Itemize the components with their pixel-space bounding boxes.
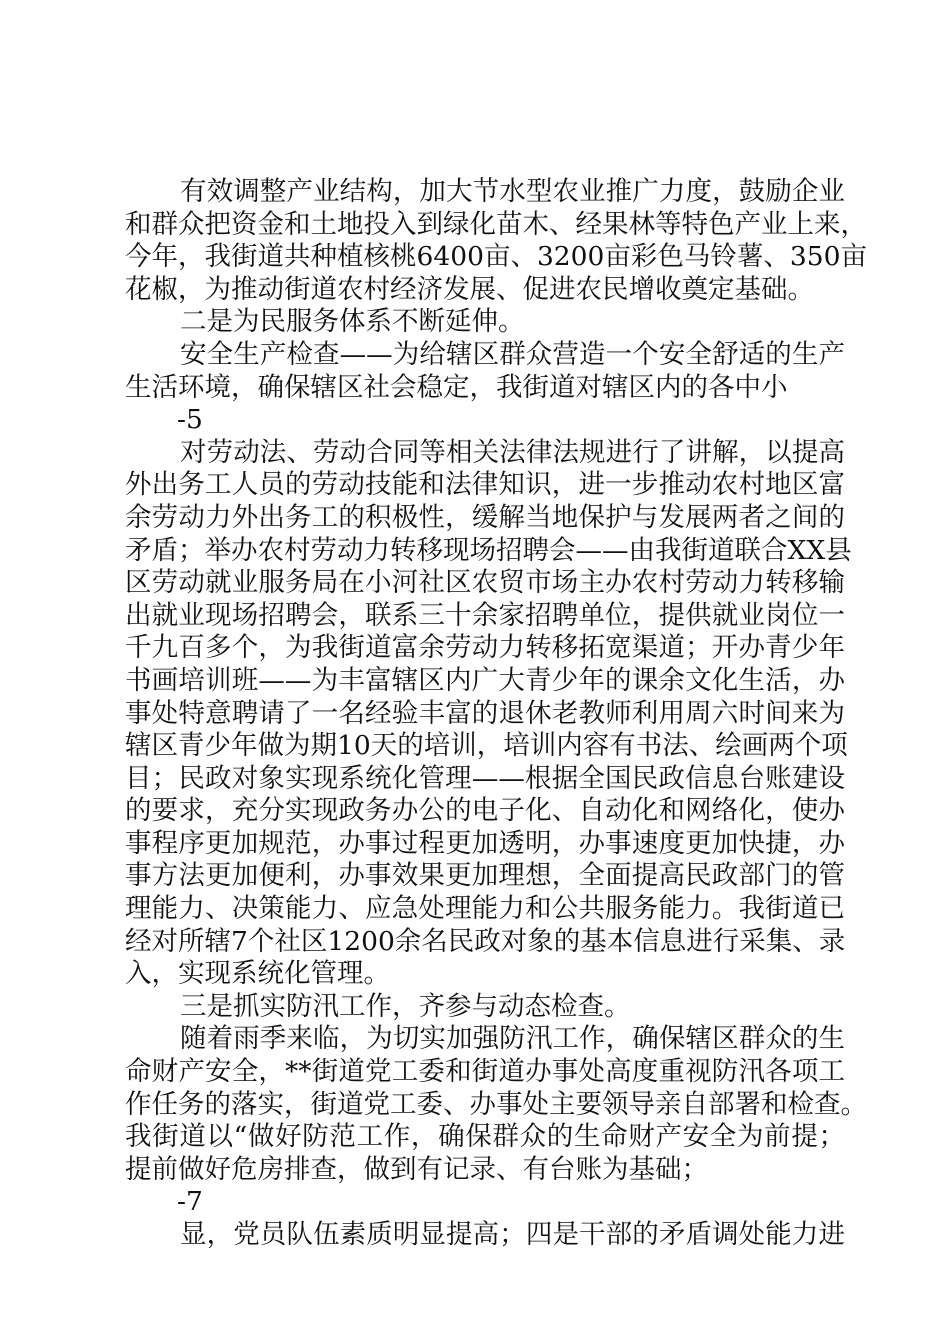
text-line: 书画培训班——为丰富辖区内广大青少年的课余文化生活，办 <box>125 664 845 696</box>
text-line: 辖区青少年做为期10天的培训，培训内容有书法、绘画两个项 <box>125 730 848 762</box>
text-line: 理能力、决策能力、应急处理能力和公共服务能力。我街道已 <box>125 893 845 925</box>
text-line: 入，实现系统化管理。 <box>125 958 390 990</box>
document-body <box>125 176 867 1252</box>
text-line: 安全生产检查——为给辖区群众营造一个安全舒适的生产 <box>180 338 845 370</box>
text-line: 区劳动就业服务局在小河社区农贸市场主办农村劳动力转移输 <box>125 567 845 599</box>
text-line: 出就业现场招聘会，联系三十余家招聘单位，提供就业岗位一 <box>125 599 845 631</box>
text-line: 事处特意聘请了一名经验丰富的退休老教师利用周六时间来为 <box>125 697 845 729</box>
text-line: 经对所辖7个社区1200余名民政对象的基本信息进行采集、录 <box>125 925 846 957</box>
text-line: 生活环境，确保辖区社会稳定，我街道对辖区内的各中小 <box>125 371 788 403</box>
text-line: 余劳动力外出务工的积极性，缓解当地保护与发展两者之间的 <box>125 501 845 533</box>
text-line: 显，党员队伍素质明显提高；四是干部的矛盾调处能力进 <box>180 1219 845 1250</box>
text-line: 作任务的落实，街道党工委、办事处主要领导亲自部署和检查。 <box>125 1088 867 1120</box>
text-line: 和群众把资金和土地投入到绿化苗木、经果林等特色产业上来， <box>125 208 867 240</box>
text-line: 今年，我街道共种植核桃6400亩、3200亩彩色马铃薯、350亩 <box>125 241 867 273</box>
text-line: 千九百多个，为我街道富余劳动力转移拓宽渠道；开办青少年 <box>125 632 845 664</box>
page-number: -5 <box>177 404 203 436</box>
text-line: 事程序更加规范，办事过程更加透明，办事速度更加快捷，办 <box>125 827 845 859</box>
text-line: 提前做好危房排查，做到有记录、有台账为基础； <box>125 1153 708 1185</box>
text-line: 随着雨季来临，为切实加强防汛工作，确保辖区群众的生 <box>180 1023 845 1055</box>
text-line: 外出务工人员的劳动技能和法律知识，进一步推动农村地区富 <box>125 469 845 501</box>
text-line: 花椒，为推动街道农村经济发展、促进农民增收奠定基础。 <box>125 273 814 305</box>
page-number: -7 <box>177 1186 203 1218</box>
text-line: 二是为民服务体系不断延伸。 <box>180 306 525 338</box>
text-line: 矛盾；举办农村劳动力转移现场招聘会——由我街道联合XX县 <box>125 534 852 566</box>
text-line: 命财产安全，**街道党工委和街道办事处高度重视防汛各项工 <box>125 1056 845 1088</box>
text-line: 目；民政对象实现系统化管理——根据全国民政信息台账建设 <box>125 762 845 794</box>
text-line: 有效调整产业结构，加大节水型农业推广力度，鼓励企业 <box>180 176 845 207</box>
text-line: 的要求，充分实现政务办公的电子化、自动化和网络化，使办 <box>125 795 845 827</box>
text-line: 三是抓实防汛工作，齐参与动态检查。 <box>180 990 631 1022</box>
text-line: 事方法更加便利，办事效果更加理想，全面提高民政部门的管 <box>125 860 845 892</box>
text-line: 我街道以“做好防范工作，确保群众的生命财产安全为前提； <box>125 1121 845 1153</box>
text-line: 对劳动法、劳动合同等相关法律法规进行了讲解，以提高 <box>180 436 845 468</box>
